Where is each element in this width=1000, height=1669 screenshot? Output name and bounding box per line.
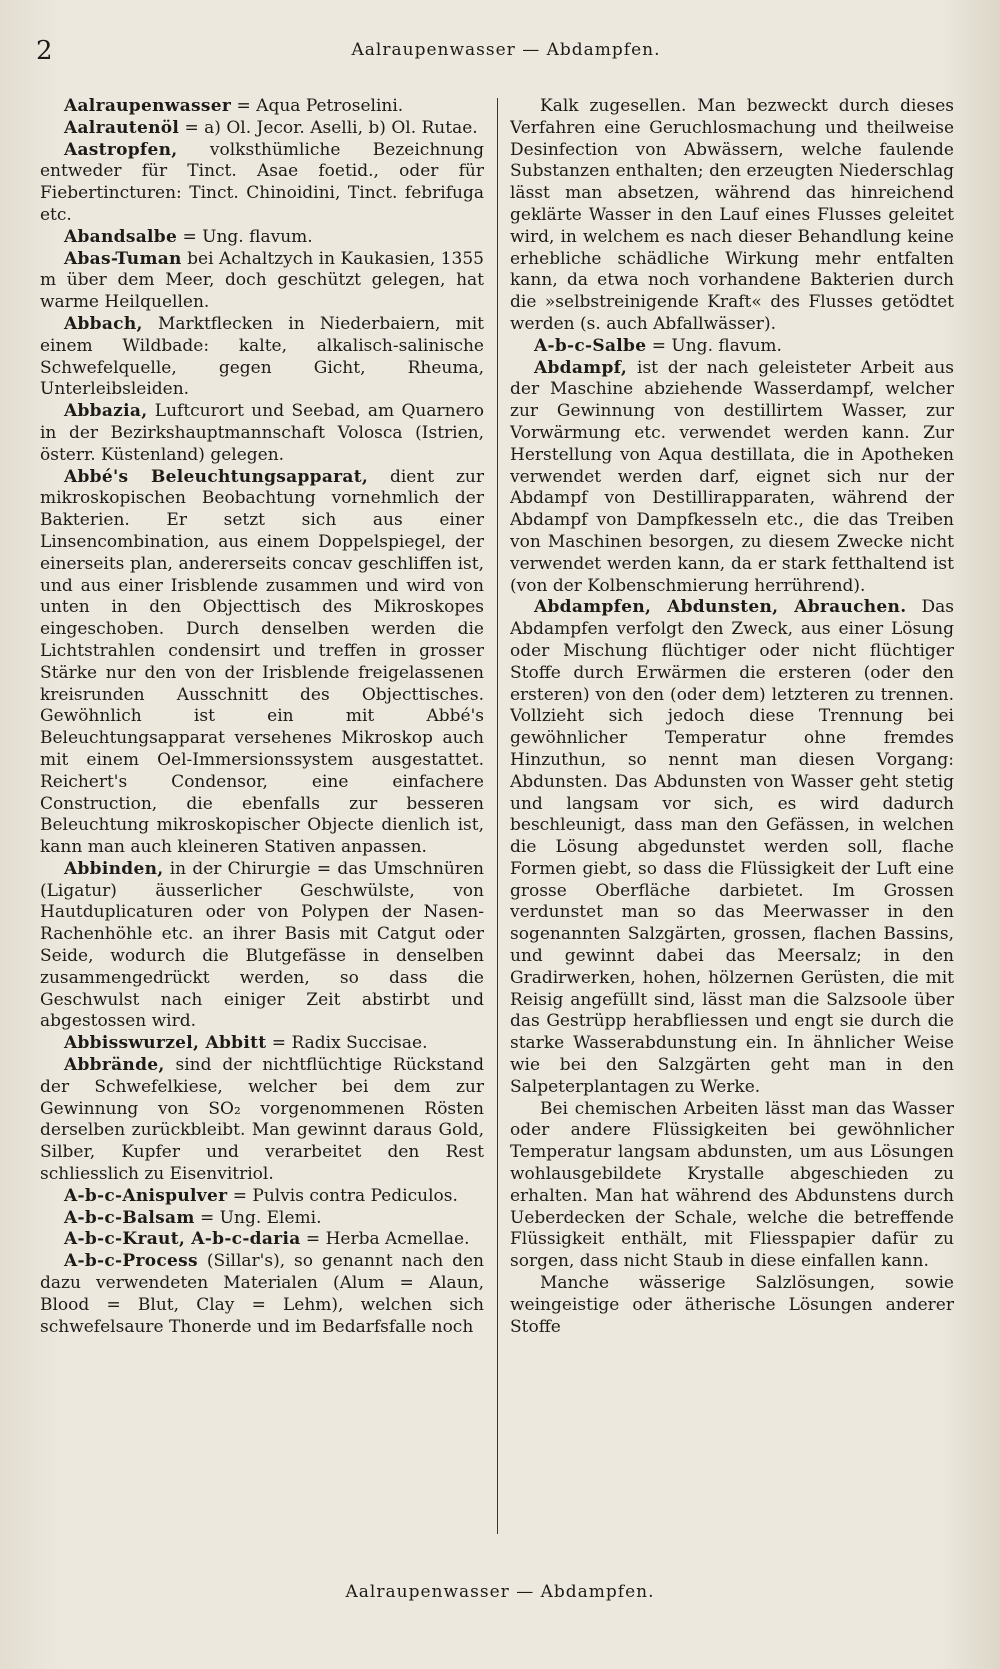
entry-headword: Abbach, — [64, 313, 143, 334]
dictionary-entry — [40, 401, 484, 466]
entry-headword: Abbazia, — [64, 401, 148, 422]
dictionary-entry — [40, 1251, 484, 1338]
entry-headword: A-b-c-Process — [64, 1251, 198, 1272]
running-head: Aalraupenwasser — Abdampfen. — [351, 40, 661, 60]
entry-text: in der Chirurgie = das Umschnüren (Ligatur) äusserlicher Geschwülste, von Hautduplicaturen oder von Polypen der Nasen-Rachenhöhle etc. an ihrer Basis mit Catgut oder Seide, wodurch die Blutgefässe in denselben zusammengedrückt werden, so dass die Geschwulst nach einiger Zeit abstirbt und abgestossen wird. — [40, 858, 484, 1032]
entry-text: ist der nach geleisteter Arbeit aus der Maschine abziehende Wasserdampf, welcher zur Gewinnung von destillirtem Wasser, zur Vorwärmung etc. verwendet werden kann. Zur Herstellung von Aqua destillata, die in Apotheken verwendet werden darf, eignet sich nur der Abdampf von Destillirapparaten, während der Abdampf von Dampfkesseln etc., die das Treiben von Maschinen besorgen, zu diesem Zwecke nicht verwendet werden kann, da er stark fetthaltend ist (von der Kolbenschmierung herrührend). — [510, 357, 954, 596]
entry-text: Marktflecken in Niederbaiern, mit einem Wildbade: kalte, alkalisch-salinische Schwefelquelle, gegen Gicht, Rheuma, Unterleibsleiden. — [40, 313, 484, 400]
dictionary-entry — [40, 96, 484, 118]
page-footer: Aalraupenwasser — Abdampfen. — [345, 1582, 655, 1602]
entry-text: = a) Ol. Jecor. Aselli, b) Ol. Rutae. — [179, 117, 478, 138]
entry-headword: Abbisswurzel, Abbitt — [64, 1033, 267, 1054]
dictionary-entry — [40, 1208, 484, 1230]
entry-text: sind der nichtflüchtige Rückstand der Schwefelkiese, welcher bei dem zur Gewinnung von SO₂ vorgenommenen Rösten derselben zurückbleibt. Man gewinnt daraus Gold, Silber, Kupfer und verarbeitet den Rest schliesslich zu Eisenvitriol. — [40, 1055, 484, 1185]
entry-headword: Aastropfen, — [64, 139, 178, 160]
entry-text: Kalk zugesellen. Man bezweckt durch dieses Verfahren eine Geruchlosmachung und theilweise Desinfection von Abwässern, welche faulende Substanzen enthalten; den erzeugten Niederschlag lässt man absetzen, während das hinreichend geklärte Wasser in den Lauf eines Flusses geleitet wird, in welchem es nach dieser Behandlung keine erhebliche schädliche Wirkung mehr entfalten kann, da etwa noch vorhandene Bakterien durch die »selbstreinigende Kraft« des Flusses getödtet werden (s. auch Abfallwässer). — [510, 96, 954, 334]
entry-text: Bei chemischen Arbeiten lässt man das Wasser oder andere Flüssigkeiten bei gewöhnlicher Temperatur langsam abdunsten, um aus Lösungen wohlausgebildete Krystalle abgeschieden zu erhalten. Man hat während des Abdunstens durch Ueberdecken der Schale, welche die betreffende Flüssigkeit enthält, mit Fliesspapier dafür zu sorgen, dass nicht Staub in diese einfallen kann. — [510, 1098, 954, 1272]
entry-headword: Abas-Tuman — [64, 248, 182, 269]
entry-headword: A-b-c-Anispulver — [64, 1185, 228, 1206]
entry-headword: Abandsalbe — [64, 226, 178, 247]
entry-headword: A-b-c-Salbe — [534, 335, 647, 356]
entry-text: = Ung. flavum. — [177, 226, 313, 247]
entry-headword: Abdampfen, Abdunsten, Abrauchen. — [534, 597, 907, 618]
entry-text: Das Abdampfen verfolgt den Zweck, aus einer Lösung oder Mischung flüchtiger oder nicht flüchtiger Stoffe durch Erwärmen die ersteren (oder den ersteren) von den (oder dem) letzteren zu trennen. Vollzieht sich jedoch diese Trennung bei gewöhnlicher Temperatur ohne fremdes Hinzuthun, so nennt man diesen Vorgang: Abdunsten. Das Abdunsten von Wasser geht stetig und langsam vor sich, es wird dadurch beschleunigt, dass man den Gefässen, in welchen die Lösung abgedunstet werden soll, flache Formen giebt, so dass die Flüssigkeit der Luft eine grosse Oberfläche darbietet. Im Grossen verdunstet man so das Meerwasser in den sogenannten Salzgärten, grossen, flachen Bassins, und gewinnt dabei das Meersalz; in den Gradirwerken, hohen, hölzernen Gerüsten, die mit Reisig angefüllt sind, lässt man die Salzsoole über das Gestrüpp herabfliessen und engt sie durch die starke Wasserabdunstung ein. In ähnlicher Weise wie bei den Salzgärten geht man in den Salpeterplantagen zu Werke. — [510, 597, 954, 1097]
dictionary-entry — [40, 249, 484, 314]
entry-headword: Abbinden, — [64, 858, 164, 879]
right-column — [510, 96, 954, 1536]
entry-text: Luftcurort und Seebad, am Quarnero in der Bezirkshauptmannschaft Volosca (Istrien, österr. Küstenland) gelegen. — [40, 401, 484, 465]
dictionary-entry — [40, 140, 484, 227]
dictionary-entry — [510, 1273, 954, 1338]
entry-text: = Herba Acmellae. — [300, 1229, 470, 1250]
entry-headword: Aalraupenwasser — [64, 96, 232, 116]
entry-text: = Ung. Elemi. — [194, 1207, 322, 1228]
dictionary-entry — [40, 227, 484, 249]
dictionary-entry — [40, 467, 484, 859]
dictionary-entry — [510, 358, 954, 598]
entry-headword: Abbé's Beleuchtungsapparat, — [64, 466, 369, 487]
dictionary-entry — [40, 1229, 484, 1251]
dictionary-entry — [40, 859, 484, 1033]
entry-headword: Aalrautenöl — [64, 117, 180, 138]
entry-headword: A-b-c-Kraut, A-b-c-daria — [64, 1229, 301, 1250]
dictionary-entry — [40, 1186, 484, 1208]
left-column — [40, 96, 484, 1536]
entry-text: Manche wässerige Salzlösungen, sowie weingeistige oder ätherische Lösungen anderer Stoffe — [510, 1273, 954, 1337]
entry-text: bei Achaltzych in Kaukasien, 1355 m über dem Meer, doch geschützt gelegen, hat warme Heilquellen. — [40, 248, 484, 313]
entry-headword: Abdampf, — [534, 357, 628, 378]
page-number: 2 — [36, 36, 53, 66]
entry-text: = Pulvis contra Pediculos. — [227, 1185, 458, 1206]
dictionary-entry — [510, 597, 954, 1098]
entry-text: = Ung. flavum. — [646, 335, 782, 356]
entry-text: dient zur mikroskopischen Beobachtung vornehmlich der Bakterien. Er setzt sich aus einer Linsencombination, aus einem Doppelspiegel, der einerseits plan, andererseits concav geschliffen ist, und aus einer Irisblende zusammen und wird von unten in den Objecttisch des Mikroskopes eingeschoben. Durch denselben werden die Lichtstrahlen condensirt und treffen in grosser Stärke nur den von der Irisblende freigelassenen kreisrunden Ausschnitt des Objecttisches. Gewöhnlich ist ein mit Abbé's Beleuchtungsapparat versehenes Mikroskop auch mit einem Oel-Immersionssystem ausgestattet. Reichert's Condensor, eine einfachere Construction, die ebenfalls zur besseren Beleuchtung mikroskopischer Objecte dienlich ist, kann man auch kleineren Stativen anpassen. — [40, 466, 484, 858]
entry-headword: Abbrände, — [64, 1055, 165, 1076]
dictionary-entry — [510, 336, 954, 358]
entry-text: = Radix Succisae. — [266, 1033, 428, 1054]
dictionary-entry — [510, 96, 954, 336]
dictionary-entry — [40, 1055, 484, 1186]
dictionary-entry — [40, 314, 484, 401]
entry-text: volksthümliche Bezeichnung entweder für Tinct. Asae foetid., oder für Fiebertincturen: Tinct. Chinoidini, Tinct. febrifuga etc. — [40, 139, 484, 225]
dictionary-entry — [510, 1099, 954, 1273]
page-header — [36, 36, 976, 68]
dictionary-entry — [40, 1033, 484, 1055]
entry-headword: A-b-c-Balsam — [64, 1207, 195, 1228]
column-divider — [497, 98, 498, 1534]
entry-text: (Sillar's), so genannt nach den dazu verwendeten Materialen (Alum = Alaun, Blood = Blut, Clay = Lehm), welchen sich schwefelsaure Thonerde und im Bedarfsfalle noch — [40, 1251, 484, 1337]
dictionary-entry — [40, 118, 484, 140]
entry-text: = Aqua Petroselini. — [231, 96, 404, 116]
